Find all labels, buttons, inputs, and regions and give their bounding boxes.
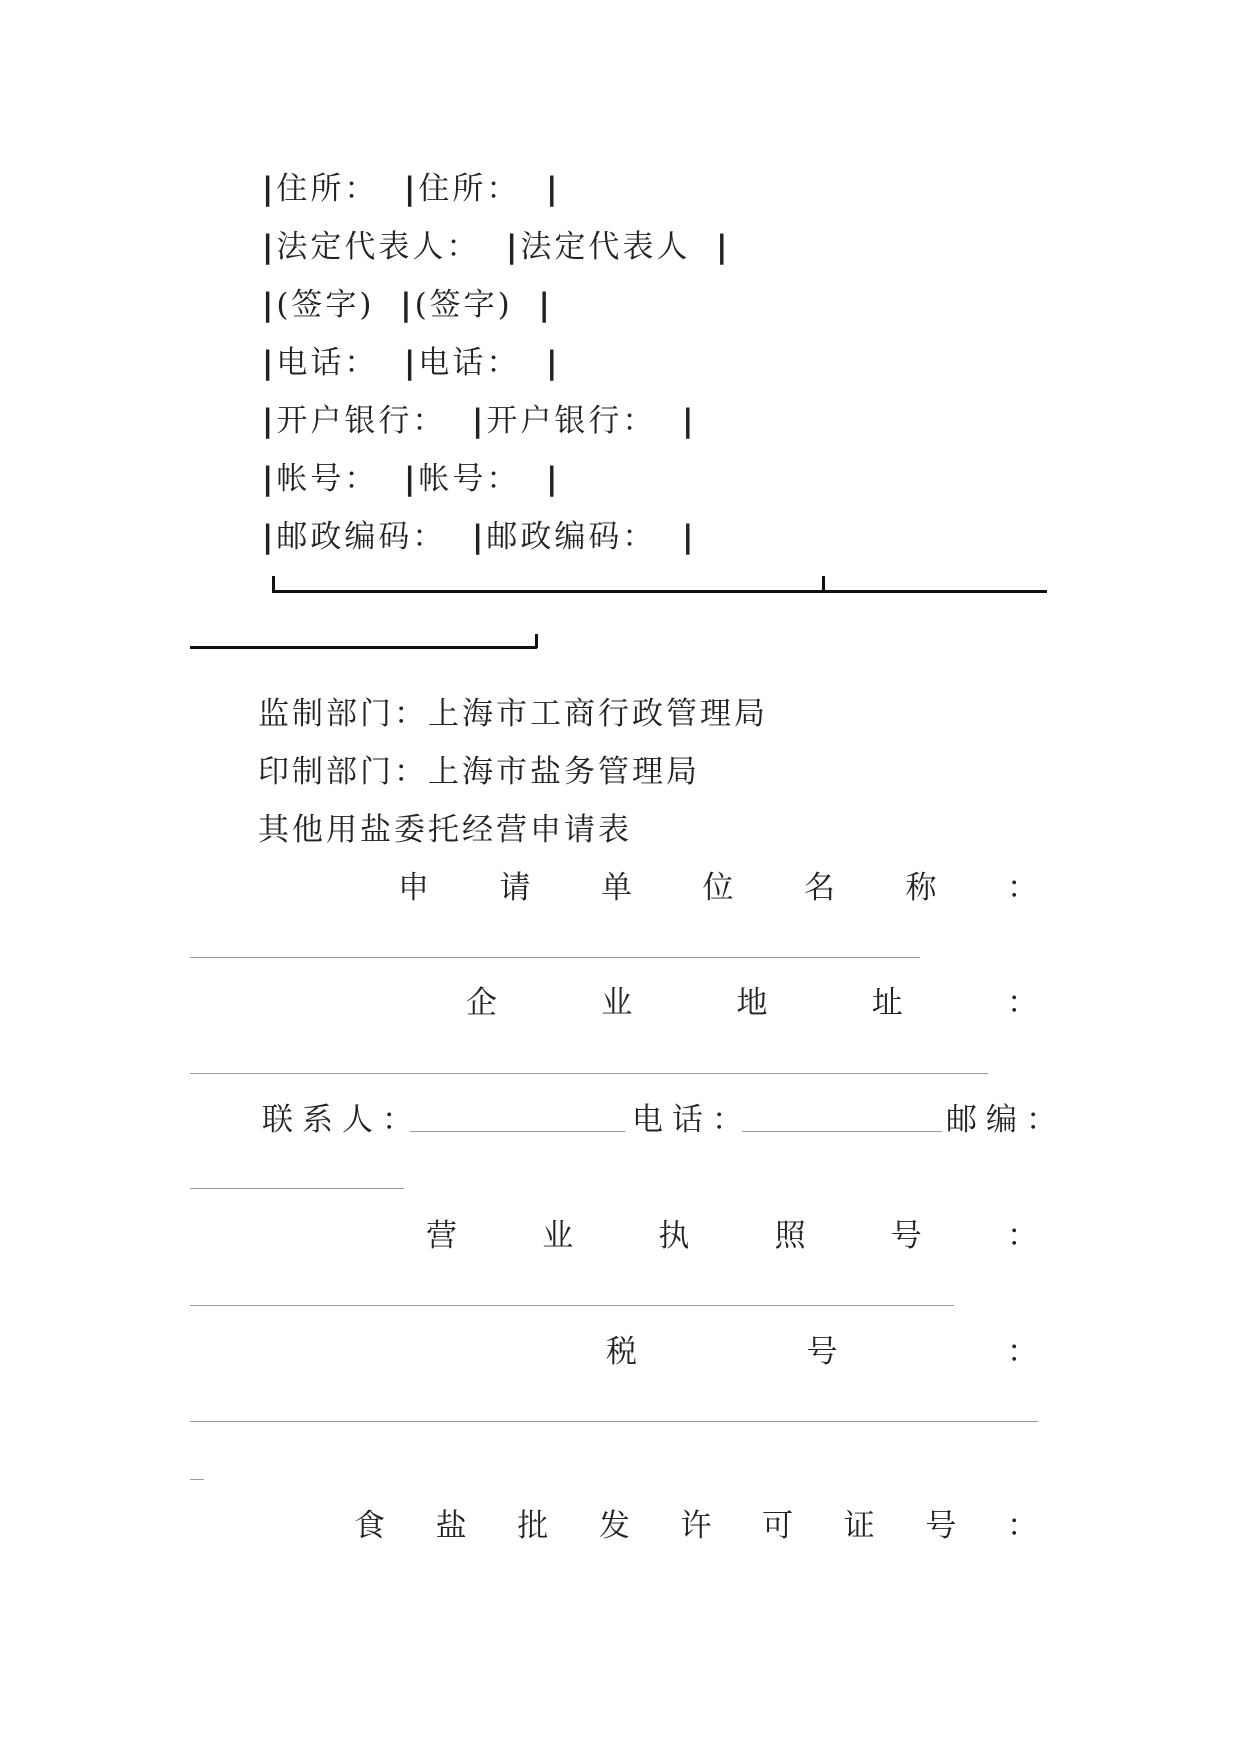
table-bottom-left-tick — [272, 576, 275, 592]
cell-gap — [378, 345, 404, 381]
applicant-name-blank[interactable] — [190, 957, 920, 958]
cell-gap — [520, 171, 546, 207]
cell-gap — [378, 171, 404, 207]
applicant-char: ： — [1007, 870, 1038, 906]
postcode-label: 邮编： — [946, 1102, 1066, 1138]
table-bottom-right-tick — [535, 634, 538, 648]
license-label — [190, 1210, 1038, 1255]
table-right-border: | — [682, 519, 697, 555]
table-row — [262, 395, 696, 440]
license-char: 执 — [658, 1218, 690, 1254]
table-divider: | — [472, 519, 487, 555]
table-bottom-border-continued — [190, 646, 537, 649]
table-row — [262, 163, 560, 208]
table-cell-left: 开户银行： — [276, 403, 447, 439]
tax-blank-continued[interactable] — [190, 1479, 204, 1480]
license-blank[interactable] — [190, 1305, 954, 1306]
table-left-border: | — [262, 461, 277, 497]
cell-gap — [656, 403, 682, 439]
license-char: 营 — [426, 1218, 457, 1254]
cell-gap — [520, 345, 546, 381]
table-cell-left: 邮政编码： — [276, 519, 447, 555]
supervisor-line: 监制部门：上海市工商行政管理局 — [258, 696, 768, 732]
permit-char: 盐 — [435, 1508, 467, 1544]
cell-gap — [446, 403, 472, 439]
permit-label — [190, 1500, 1038, 1545]
table-divider: | — [404, 345, 419, 381]
address-char: 址 — [871, 985, 903, 1021]
table-cell-right: 开户银行： — [486, 403, 657, 439]
table-row — [262, 337, 560, 382]
table-divider: | — [400, 287, 415, 323]
tax-char: 税 — [606, 1334, 637, 1370]
applicant-char: 申 — [398, 870, 429, 906]
table-cell-right: 法定代表人 — [520, 229, 691, 265]
cell-gap — [378, 461, 404, 497]
table-row — [262, 279, 553, 324]
permit-char: 食 — [354, 1508, 385, 1544]
license-char: 号 — [890, 1218, 922, 1254]
postcode-blank[interactable] — [190, 1188, 404, 1189]
table-divider: | — [404, 461, 419, 497]
table-right-border: | — [538, 287, 553, 323]
table-cell-left: 法定代表人： — [276, 229, 481, 265]
permit-char: ： — [1007, 1508, 1038, 1544]
table-cell-left: 帐号： — [276, 461, 379, 497]
table-divider: | — [404, 171, 419, 207]
tax-blank[interactable] — [190, 1421, 1038, 1422]
applicant-char: 请 — [499, 870, 531, 906]
contact-blank[interactable] — [410, 1131, 625, 1132]
table-cell-left: 住所： — [276, 171, 379, 207]
printer-line: 印制部门：上海市盐务管理局 — [258, 754, 700, 790]
applicant-char: 单 — [601, 870, 632, 906]
applicant-char: 位 — [702, 870, 734, 906]
address-label — [190, 977, 1038, 1022]
table-left-border: | — [262, 403, 277, 439]
table-row — [262, 511, 696, 556]
table-divider: | — [472, 403, 487, 439]
permit-char: 发 — [598, 1508, 630, 1544]
cell-gap — [375, 287, 401, 323]
table-left-border: | — [262, 287, 277, 323]
permit-char: 证 — [843, 1508, 875, 1544]
table-left-border: | — [262, 519, 277, 555]
table-cell-left: 电话： — [276, 345, 379, 381]
table-cell-left: (签字) — [276, 287, 375, 323]
permit-char: 许 — [680, 1508, 712, 1544]
applicant-char: 名 — [804, 870, 835, 906]
address-char: ： — [1007, 985, 1038, 1021]
table-right-border: | — [546, 461, 561, 497]
form-title: 其他用盐委托经营申请表 — [258, 812, 632, 848]
cell-gap — [656, 519, 682, 555]
license-char: 照 — [774, 1218, 806, 1254]
table-right-border: | — [682, 403, 697, 439]
phone-blank[interactable] — [742, 1131, 942, 1132]
cell-gap — [480, 229, 506, 265]
table-row — [262, 453, 560, 498]
address-char: 企 — [466, 985, 497, 1021]
table-bottom-mid-tick — [822, 576, 825, 592]
permit-char: 可 — [762, 1508, 794, 1544]
table-cell-right: 住所： — [418, 171, 521, 207]
cell-gap — [513, 287, 539, 323]
contact-label: 联系人： — [262, 1102, 422, 1138]
license-char: 业 — [542, 1218, 574, 1254]
table-cell-right: (签字) — [414, 287, 513, 323]
table-right-border: | — [546, 345, 561, 381]
applicant-name-label — [190, 862, 1038, 907]
permit-char: 号 — [925, 1508, 957, 1544]
cell-gap — [446, 519, 472, 555]
table-cell-right: 电话： — [418, 345, 521, 381]
cell-gap — [520, 461, 546, 497]
tax-char: 号 — [806, 1334, 838, 1370]
tax-label — [190, 1326, 1038, 1371]
address-char: 业 — [601, 985, 633, 1021]
address-char: 地 — [736, 985, 768, 1021]
table-cell-right: 帐号： — [418, 461, 521, 497]
tax-char: ： — [1007, 1334, 1038, 1370]
table-left-border: | — [262, 171, 277, 207]
license-char: ： — [1006, 1218, 1038, 1254]
table-left-border: | — [262, 345, 277, 381]
table-divider: | — [506, 229, 521, 265]
table-left-border: | — [262, 229, 277, 265]
cell-gap — [690, 229, 716, 265]
table-bottom-border — [272, 590, 1047, 593]
applicant-char: 称 — [905, 870, 937, 906]
table-cell-right: 邮政编码： — [486, 519, 657, 555]
phone-label: 电话： — [632, 1102, 752, 1138]
table-right-border: | — [546, 171, 561, 207]
table-row — [262, 221, 730, 266]
address-blank[interactable] — [190, 1073, 988, 1074]
table-right-border: | — [716, 229, 731, 265]
permit-char: 批 — [517, 1508, 549, 1544]
